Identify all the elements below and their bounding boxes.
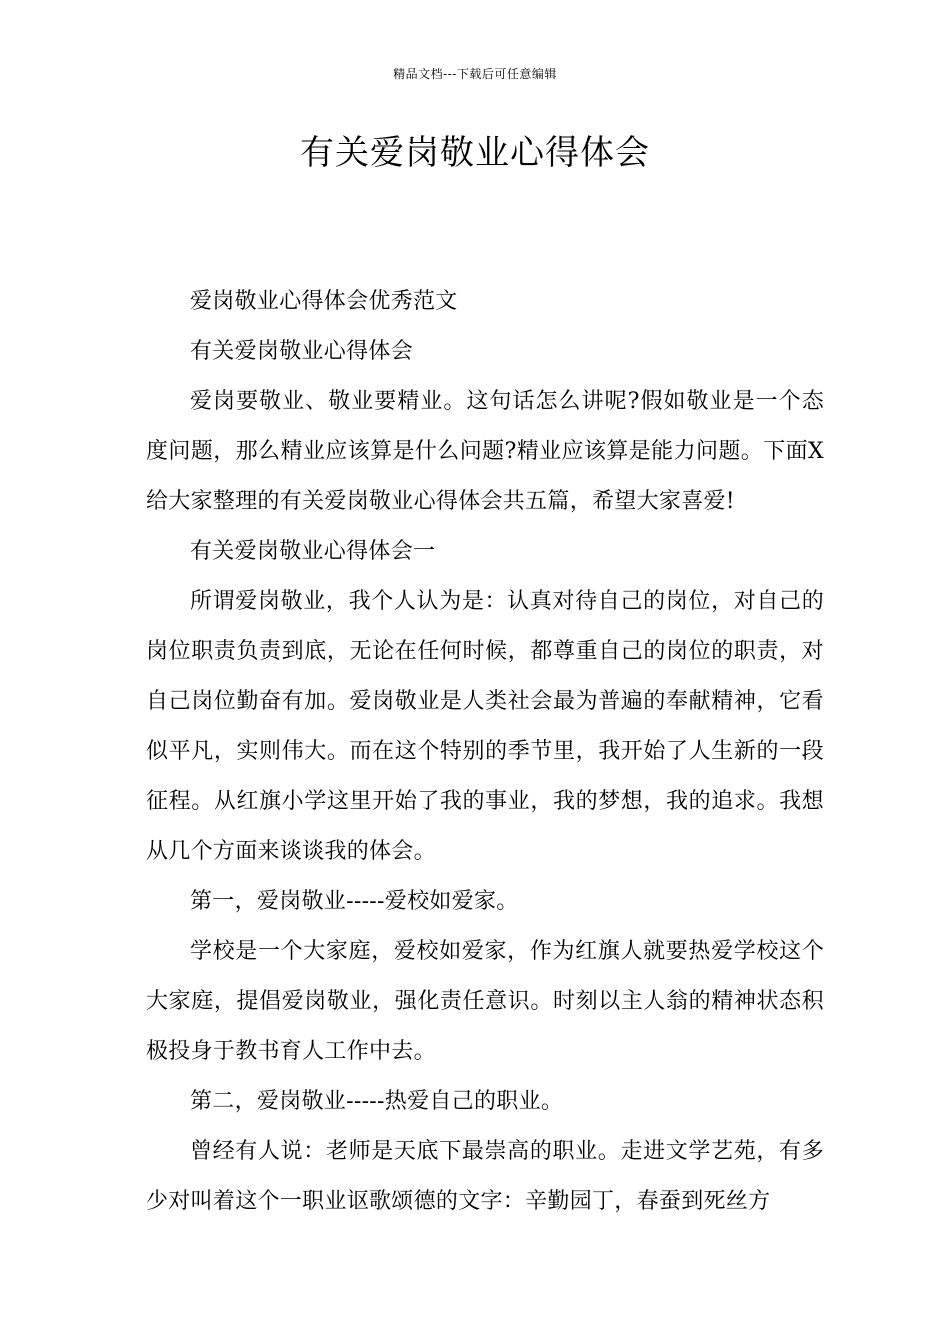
- paragraph: 有关爱岗敬业心得体会: [190, 339, 414, 364]
- paragraph: 爱岗要敬业、敬业要精业。这句话怎么讲呢?假如敬业是一个态度问题，那么精业应该算是什么问题?精业应该算是能力问题。下面X给大家整理的有关爱岗敬业心得体会共五篇，希望大家喜爱!: [146, 389, 824, 514]
- paragraph: 第一，爱岗敬业-----爱校如爱家。: [190, 889, 519, 914]
- paragraph: 所谓爱岗敬业，我个人认为是：认真对待自己的岗位，对自己的岗位职责负责到底，无论在任何时候，都尊重自己的岗位的职责，对自己岗位勤奋有加。爱岗敬业是人类社会最为普遍的奉献精神，它看似平凡，实则伟大。而在这个特别的季节里，我开始了人生新的一段征程。从红旗小学这里开始了我的事业，我的梦想，我的追求。我想从几个方面来谈谈我的体会。: [146, 589, 824, 864]
- document-body: [146, 277, 824, 1227]
- document-title: 有关爱岗敬业心得体会: [300, 133, 650, 173]
- page-header: 精品文档---下载后可任意编辑: [393, 67, 557, 81]
- paragraph: 爱岗敬业心得体会优秀范文: [190, 289, 458, 314]
- paragraph: 第二，爱岗敬业-----热爱自己的职业。: [190, 1089, 564, 1114]
- paragraph: 学校是一个大家庭，爱校如爱家，作为红旗人就要热爱学校这个大家庭，提倡爱岗敬业，强化责任意识。时刻以主人翁的精神状态积极投身于教书育人工作中去。: [146, 939, 824, 1064]
- paragraph: 曾经有人说：老师是天底下最崇高的职业。走进文学艺苑，有多少对叫着这个一职业讴歌颂德的文字：辛勤园丁，春蚕到死丝方: [146, 1139, 824, 1214]
- paragraph: 有关爱岗敬业心得体会一: [190, 539, 436, 564]
